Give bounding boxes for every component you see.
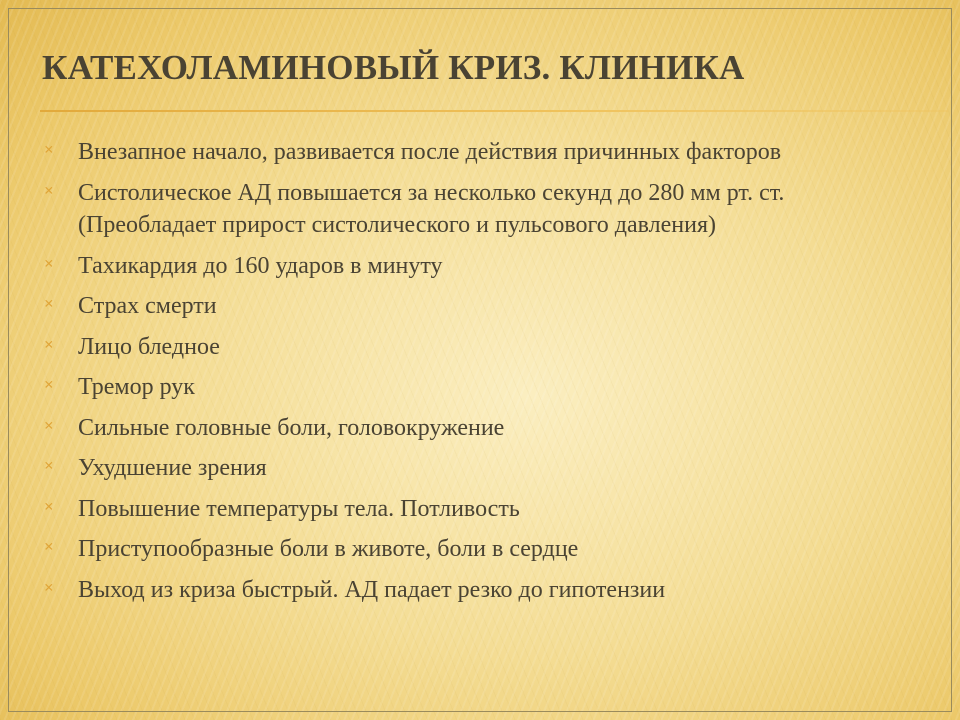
bullet-item <box>44 331 904 364</box>
bullet-text: Систолическое АД повышается за несколько секунд до 280 мм рт. ст. (Преобладает прирост систолического и пульсового давления) <box>78 179 785 238</box>
bullet-marker-icon: × <box>44 140 54 159</box>
bullet-marker-icon: × <box>44 334 54 354</box>
bullet-marker-icon: × <box>44 496 54 516</box>
bullet-marker-icon: × <box>44 415 54 435</box>
bullet-text: Лицо бледное <box>78 333 220 360</box>
bullet-marker-icon: × <box>44 253 54 273</box>
bullet-marker-icon: × <box>44 294 54 313</box>
bullet-item <box>44 533 904 566</box>
bullet-marker-icon: × <box>44 180 54 200</box>
bullet-text: Сильные головные боли, головокружение <box>78 414 505 441</box>
title-underline <box>40 110 948 112</box>
bullet-text: Тремор рук <box>78 374 195 400</box>
bullet-item <box>44 250 904 283</box>
bullet-item <box>44 290 904 323</box>
bullet-item <box>44 177 904 242</box>
bullet-marker-icon: × <box>44 456 54 475</box>
bullet-text: Повышение температуры тела. Потливость <box>78 495 520 522</box>
bullet-text: Тахикардия до 160 ударов в минуту <box>78 252 443 279</box>
bullet-item <box>44 136 904 169</box>
bullet-item <box>44 574 904 607</box>
bullet-marker-icon: × <box>44 577 54 597</box>
bullet-text: Приступообразные боли в животе, боли в сердце <box>78 536 579 562</box>
bullet-item <box>44 493 904 526</box>
bullet-item <box>44 452 904 485</box>
bullet-item <box>44 371 904 404</box>
bullet-item <box>44 412 904 445</box>
bullet-text: Ухудшение зрения <box>78 455 267 481</box>
bullet-text: Страх смерти <box>78 293 217 319</box>
bullet-text: Внезапное начало, развивается после действия причинных факторов <box>78 139 782 165</box>
slide-title: КАТЕХОЛАМИНОВЫЙ КРИЗ. КЛИНИКА <box>42 48 745 87</box>
bullet-list <box>44 136 904 614</box>
bullet-marker-icon: × <box>44 375 54 394</box>
bullet-marker-icon: × <box>44 537 54 556</box>
bullet-text: Выход из криза быстрый. АД падает резко до гипотензии <box>78 576 666 603</box>
